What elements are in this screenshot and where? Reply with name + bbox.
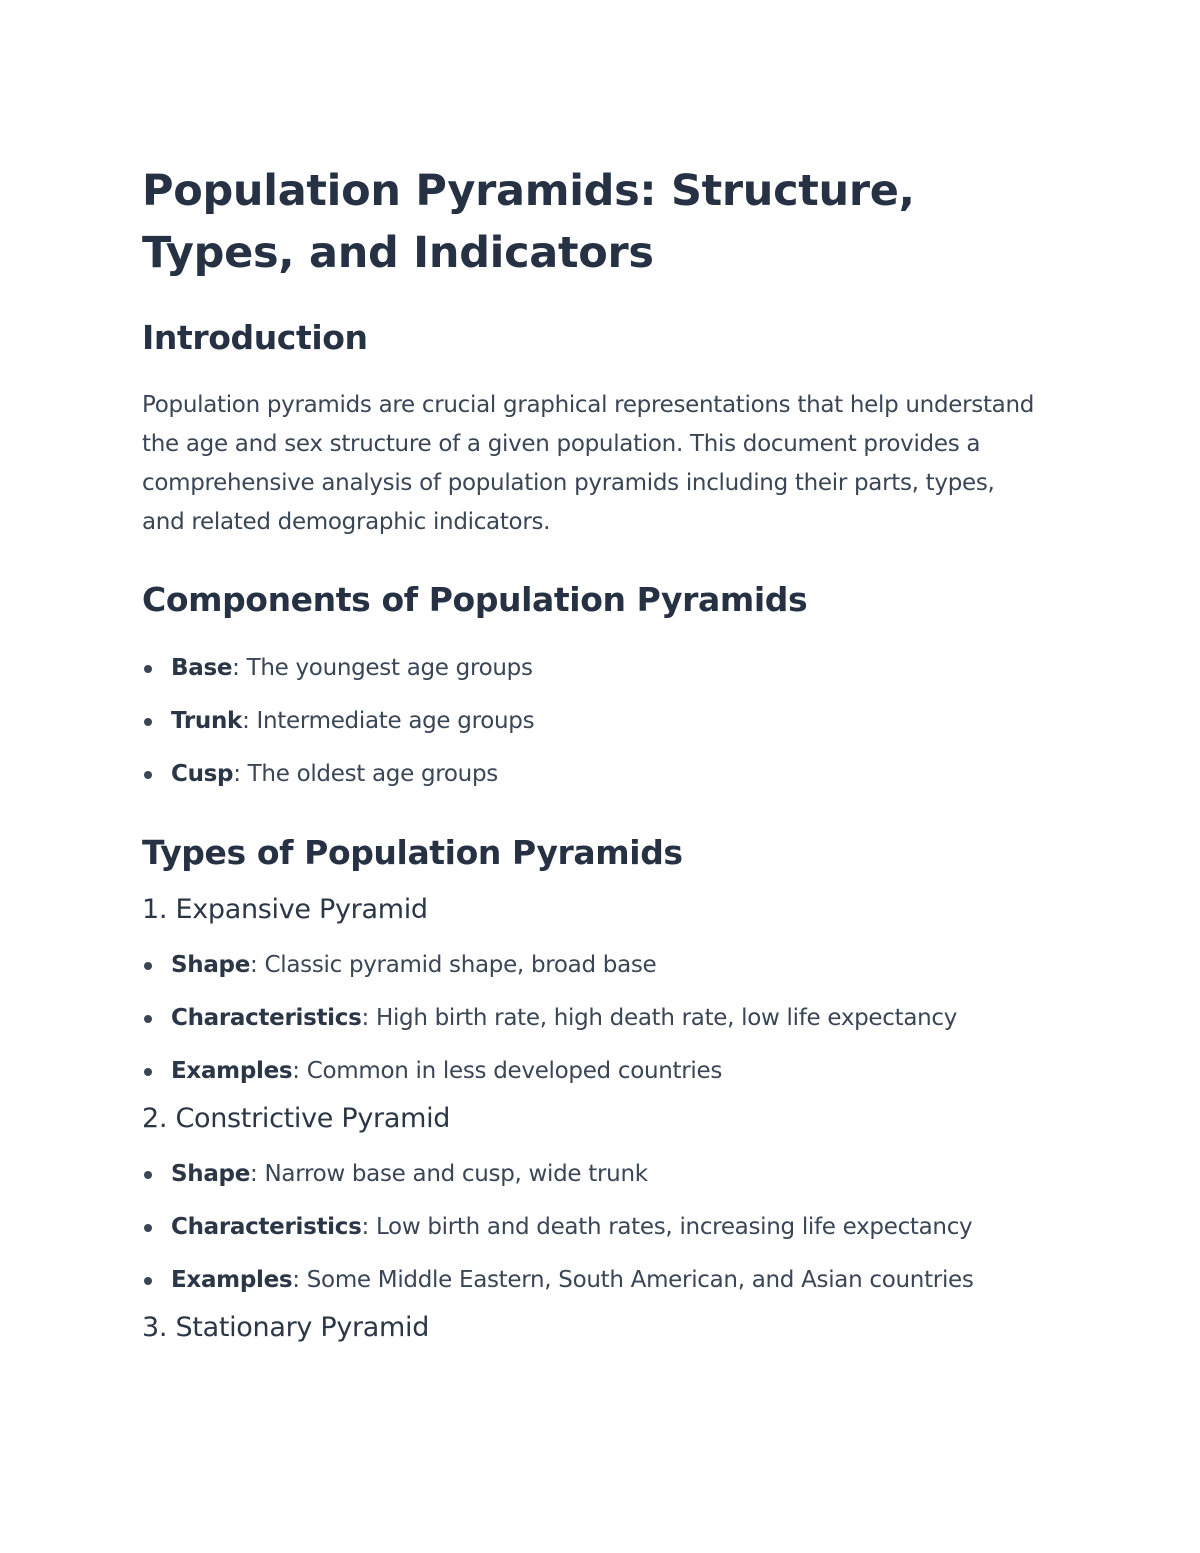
item-label: Examples <box>171 1058 293 1084</box>
constrictive-pyramid-list <box>142 1148 1042 1307</box>
list-item <box>142 642 1042 695</box>
item-label: Characteristics <box>171 1005 362 1031</box>
item-text: : Narrow base and cusp, wide trunk <box>250 1161 648 1187</box>
item-label: Characteristics <box>171 1214 362 1240</box>
list-item <box>142 1045 1042 1098</box>
introduction-paragraph: Population pyramids are crucial graphical representations that help understand the age and sex structure of a given population. This document provides a comprehensive analysis of population pyramids including their parts, types, and related demographic indicators. <box>142 392 1035 535</box>
item-label: Examples <box>171 1267 293 1293</box>
bullet-icon <box>144 1015 152 1023</box>
list-item <box>142 992 1042 1045</box>
item-label: Base <box>171 655 233 681</box>
item-text: : Some Middle Eastern, South American, and Asian countries <box>292 1267 974 1293</box>
bullet-icon <box>144 665 152 673</box>
list-item <box>142 1254 1042 1307</box>
list-item <box>142 748 1042 801</box>
item-label: Shape <box>171 1161 251 1187</box>
document-title: Population Pyramids: Structure, Types, and Indicators <box>142 166 915 278</box>
item-label: Cusp <box>171 761 234 787</box>
components-heading: Components of Population Pyramids <box>142 580 808 619</box>
bullet-icon <box>144 1224 152 1232</box>
item-text: : High birth rate, high death rate, low life expectancy <box>361 1005 958 1031</box>
item-text: : Common in less developed countries <box>292 1058 723 1084</box>
item-text: : Low birth and death rates, increasing life expectancy <box>361 1214 973 1240</box>
document-page <box>142 160 1042 1347</box>
constrictive-pyramid-heading: 2. Constrictive Pyramid <box>142 1103 451 1134</box>
list-item <box>142 1148 1042 1201</box>
item-label: Trunk <box>171 708 243 734</box>
bullet-icon <box>144 771 152 779</box>
bullet-icon <box>144 718 152 726</box>
item-text: : Classic pyramid shape, broad base <box>250 952 657 978</box>
components-list <box>142 642 1042 801</box>
expansive-pyramid-list <box>142 939 1042 1098</box>
item-text: : The youngest age groups <box>232 655 533 681</box>
list-item <box>142 1201 1042 1254</box>
introduction-heading: Introduction <box>142 318 368 357</box>
stationary-pyramid-heading: 3. Stationary Pyramid <box>142 1312 430 1343</box>
types-heading: Types of Population Pyramids <box>142 833 683 872</box>
list-item <box>142 695 1042 748</box>
item-text: : Intermediate age groups <box>242 708 535 734</box>
list-item <box>142 939 1042 992</box>
expansive-pyramid-heading: 1. Expansive Pyramid <box>142 894 428 925</box>
bullet-icon <box>144 962 152 970</box>
bullet-icon <box>144 1171 152 1179</box>
bullet-icon <box>144 1277 152 1285</box>
bullet-icon <box>144 1068 152 1076</box>
item-text: : The oldest age groups <box>233 761 498 787</box>
item-label: Shape <box>171 952 251 978</box>
